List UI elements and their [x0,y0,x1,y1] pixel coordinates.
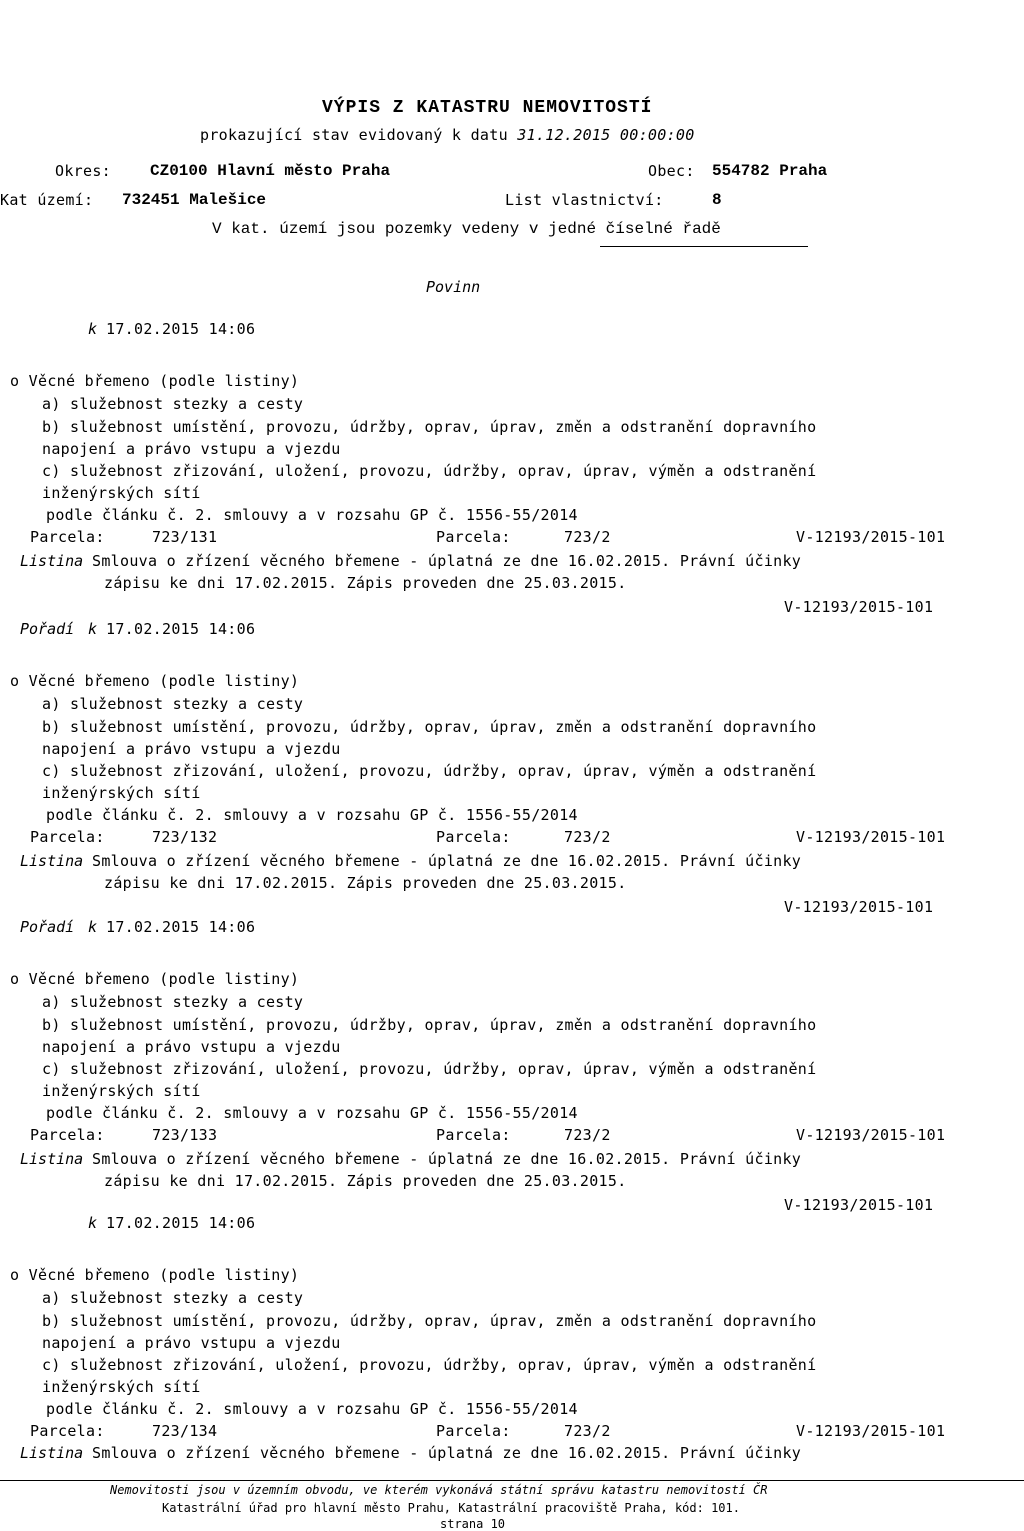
entry-line-b1: b) služebnost umístění, provozu, údržby, oprav, úprav, změn a odstranění dopravního [42,1312,817,1330]
entry-ref: V-12193/2015-101 [796,1422,946,1440]
listina-label: Listina [20,1150,84,1168]
okres-value: CZ0100 Hlavní město Praha [150,162,391,180]
parcela-label: Parcela: [30,1126,105,1144]
footer-line-1: Nemovitosti jsou v územním obvodu, ve kterém vykonává státní správu katastru nemovitostí ČR [110,1483,768,1497]
listina-text-2: zápisu ke dni 17.02.2015. Zápis proveden dne 25.03.2015. [104,574,627,592]
cadastre-note: V kat. území jsou pozemky vedeny v jedné číselné řadě [212,220,721,238]
footer-page-number: strana 10 [440,1517,506,1531]
header-rule [600,246,808,247]
poradi-label: Pořadí [20,918,75,936]
lv-value: 8 [712,191,722,209]
entry-line-c1: c) služebnost zřizování, uložení, provozu, údržby, oprav, úprav, výměn a odstranění [42,762,817,780]
entry-heading: o Věcné břemeno (podle listiny) [10,970,300,988]
entry-date: 17.02.2015 14:06 [106,320,256,338]
entry-line-c1: c) služebnost zřizování, uložení, provozu, údržby, oprav, úprav, výměn a odstranění [42,1356,817,1374]
section-label: Povinn [426,278,481,296]
entry-date: 17.02.2015 14:06 [106,620,256,638]
footer-rule [0,1480,1024,1481]
entry-line-b1: b) služebnost umístění, provozu, údržby, oprav, úprav, změn a odstranění dopravního [42,418,817,436]
parcela-label-povinna: Parcela: [436,528,511,546]
entry-ref-bottom: V-12193/2015-101 [784,1196,934,1214]
parcela-povinna: 723/2 [564,528,611,546]
entry-ref: V-12193/2015-101 [796,528,946,546]
entry-line-a: a) služebnost stezky a cesty [42,395,304,413]
entry-line-d: podle článku č. 2. smlouvy a v rozsahu GP č. 1556-55/2014 [46,1400,578,1418]
parcela-label: Parcela: [30,1422,105,1440]
entry-line-c1: c) služebnost zřizování, uložení, provozu, údržby, oprav, úprav, výměn a odstranění [42,462,817,480]
document-title: VÝPIS Z KATASTRU NEMOVITOSTÍ [322,98,653,118]
parcela-oprav: 723/134 [152,1422,218,1440]
okres-label: Okres: [55,162,111,180]
poradi-label: Pořadí [20,620,75,638]
listina-label: Listina [20,852,84,870]
entry-date: 17.02.2015 14:06 [106,1214,256,1232]
entry-line-b2: napojení a právo vstupu a vjezdu [42,740,341,758]
entry-line-a: a) služebnost stezky a cesty [42,993,304,1011]
entry-line-b1: b) služebnost umístění, provozu, údržby, oprav, úprav, změn a odstranění dopravního [42,718,817,736]
listina-text: Smlouva o zřízení věcného břemene - úplatná ze dne 16.02.2015. Právní účinky [92,1150,802,1168]
k-label: k [88,1214,98,1232]
subtitle-prefix: prokazující stav evidovaný k datu [200,126,508,144]
listina-text: Smlouva o zřízení věcného břemene - úplatná ze dne 16.02.2015. Právní účinky [92,552,802,570]
document-subtitle [200,126,695,144]
k-label: k [88,918,98,936]
entry-ref-bottom: V-12193/2015-101 [784,898,934,916]
entry-heading: o Věcné břemeno (podle listiny) [10,372,300,390]
entry-line-c2: inženýrských sítí [42,784,201,802]
parcela-povinna: 723/2 [564,1422,611,1440]
listina-text: Smlouva o zřízení věcného břemene - úplatná ze dne 16.02.2015. Právní účinky [92,1444,802,1462]
subtitle-date: 31.12.2015 00:00:00 [517,126,695,144]
parcela-label: Parcela: [30,528,105,546]
parcela-label-povinna: Parcela: [436,1126,511,1144]
entry-line-b2: napojení a právo vstupu a vjezdu [42,1038,341,1056]
parcela-label-povinna: Parcela: [436,1422,511,1440]
entry-ref: V-12193/2015-101 [796,828,946,846]
k-label: k [88,620,98,638]
katuzemi-label: Kat území: [0,191,94,209]
entry-line-c1: c) služebnost zřizování, uložení, provozu, údržby, oprav, úprav, výměn a odstranění [42,1060,817,1078]
parcela-oprav: 723/131 [152,528,218,546]
entry-date: 17.02.2015 14:06 [106,918,256,936]
entry-ref: V-12193/2015-101 [796,1126,946,1144]
entry-heading: o Věcné břemeno (podle listiny) [10,672,300,690]
entry-line-a: a) služebnost stezky a cesty [42,1289,304,1307]
entry-line-d: podle článku č. 2. smlouvy a v rozsahu GP č. 1556-55/2014 [46,806,578,824]
entry-line-d: podle článku č. 2. smlouvy a v rozsahu GP č. 1556-55/2014 [46,1104,578,1122]
obec-value: 554782 Praha [712,162,828,180]
katuzemi-value: 732451 Malešice [122,191,267,209]
entry-line-a: a) služebnost stezky a cesty [42,695,304,713]
footer-line-2: Katastrální úřad pro hlavní město Prahu, Katastrální pracoviště Praha, kód: 101. [162,1501,740,1515]
parcela-oprav: 723/132 [152,828,218,846]
entry-line-b2: napojení a právo vstupu a vjezdu [42,440,341,458]
entry-line-d: podle článku č. 2. smlouvy a v rozsahu GP č. 1556-55/2014 [46,506,578,524]
entry-heading: o Věcné břemeno (podle listiny) [10,1266,300,1284]
entry-line-c2: inženýrských sítí [42,1082,201,1100]
parcela-label-povinna: Parcela: [436,828,511,846]
listina-label: Listina [20,1444,84,1462]
listina-text-2: zápisu ke dni 17.02.2015. Zápis proveden dne 25.03.2015. [104,1172,627,1190]
parcela-povinna: 723/2 [564,1126,611,1144]
parcela-povinna: 723/2 [564,828,611,846]
entry-line-b1: b) služebnost umístění, provozu, údržby, oprav, úprav, změn a odstranění dopravního [42,1016,817,1034]
k-label: k [88,320,98,338]
entry-line-c2: inženýrských sítí [42,484,201,502]
entry-ref-bottom: V-12193/2015-101 [784,598,934,616]
entry-line-b2: napojení a právo vstupu a vjezdu [42,1334,341,1352]
lv-label: List vlastnictví: [505,191,664,209]
parcela-label: Parcela: [30,828,105,846]
obec-label: Obec: [648,162,695,180]
parcela-oprav: 723/133 [152,1126,218,1144]
listina-text: Smlouva o zřízení věcného břemene - úplatná ze dne 16.02.2015. Právní účinky [92,852,802,870]
listina-text-2: zápisu ke dni 17.02.2015. Zápis proveden dne 25.03.2015. [104,874,627,892]
entry-line-c2: inženýrských sítí [42,1378,201,1396]
listina-label: Listina [20,552,84,570]
